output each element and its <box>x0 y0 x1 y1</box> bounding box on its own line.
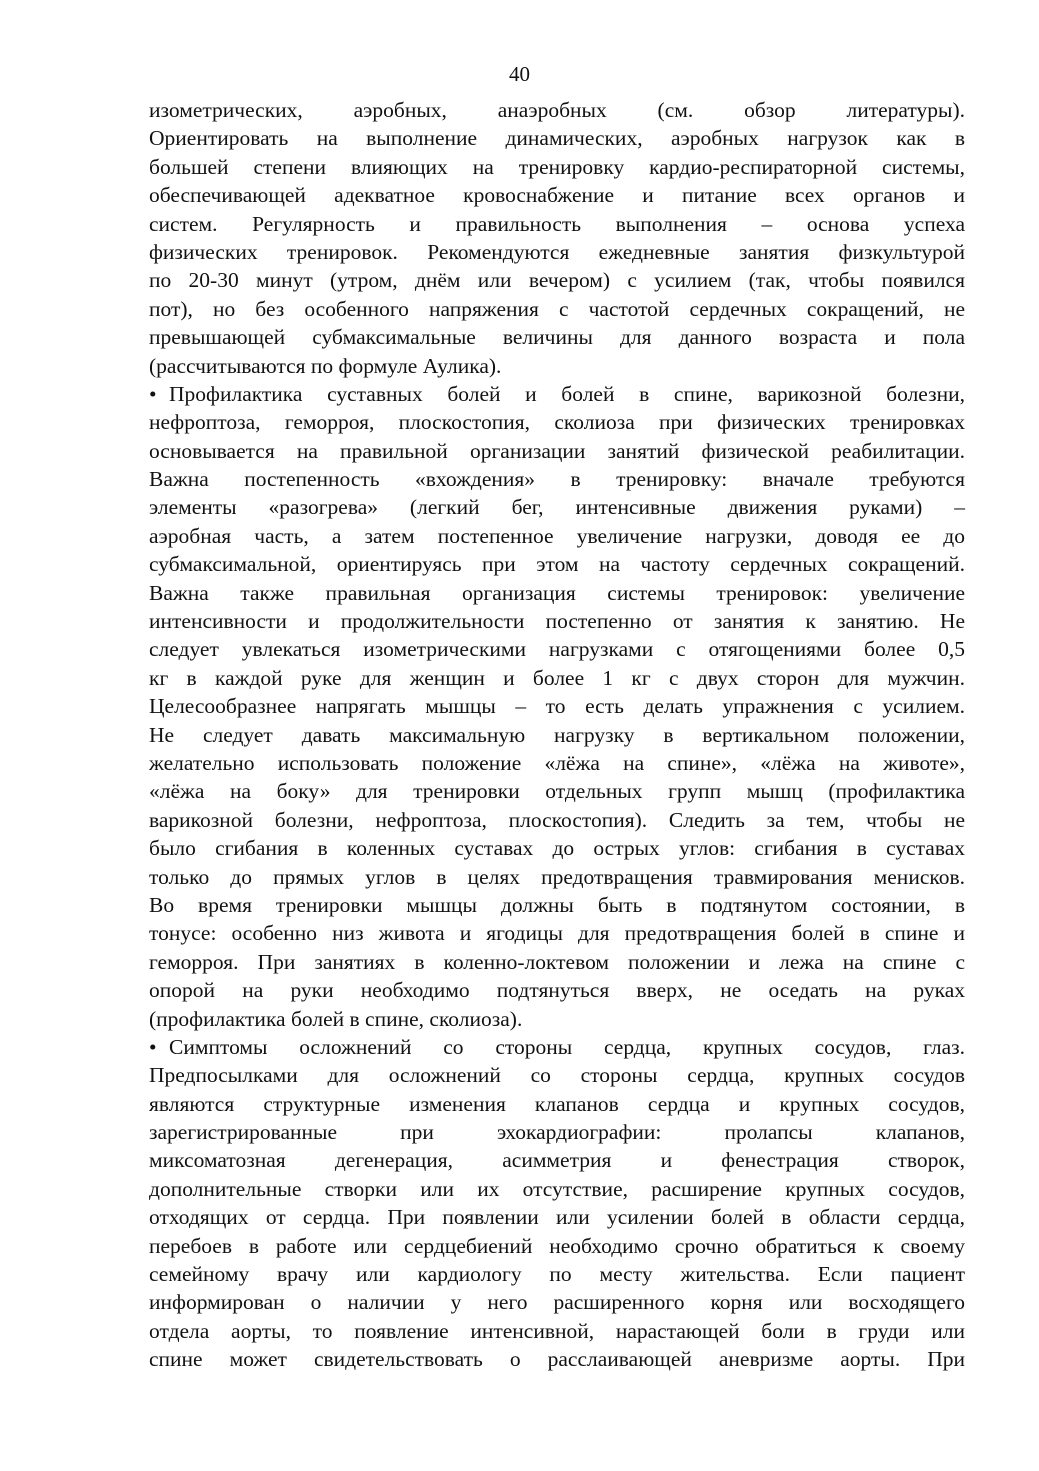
line-text: большей степени влияющих на тренировку кардио-респираторной системы, <box>149 154 965 179</box>
text-line <box>149 1288 965 1316</box>
line-text: изометрических, аэробных, анаэробных (см. обзор литературы). <box>149 98 965 122</box>
text-line <box>149 891 965 919</box>
line-text: Предпосылками для осложнений со стороны сердца, крупных сосудов <box>149 1063 965 1088</box>
text-line <box>149 96 965 124</box>
line-text: (профилактика болей в спине, сколиоза). <box>149 1006 523 1031</box>
text-line <box>149 1260 965 1288</box>
text-line <box>149 1175 965 1203</box>
text-line <box>149 721 965 749</box>
line-text: Целесообразнее напрягать мышцы – то есть делать упражнения с усилием. <box>149 694 965 719</box>
text-line <box>149 437 965 465</box>
line-text: субмаксимальной, ориентируясь при этом на частоту сердечных сокращений. <box>149 552 965 577</box>
text-line <box>149 1232 965 1260</box>
line-text: миксоматозная дегенерация, асимметрия и фенестрация створок, <box>149 1148 965 1173</box>
line-text: аэробная часть, а затем постепенное увеличение нагрузки, доводя ее до <box>149 523 965 548</box>
text-line <box>149 863 965 891</box>
text-line <box>149 465 965 493</box>
line-text: спине может свидетельствовать о расслаивающей аневризме аорты. При <box>149 1347 965 1372</box>
text-line <box>149 210 965 238</box>
line-text: Во время тренировки мышцы должны быть в подтянутом состоянии, в <box>149 892 965 917</box>
line-text: только до прямых углов в целях предотвращения травмирования менисков. <box>149 864 965 889</box>
line-text: элементы «разогрева» (легкий бег, интенсивные движения руками) – <box>149 495 965 520</box>
line-text: систем. Регулярность и правильность выполнения – основа успеха <box>149 211 965 236</box>
line-text: интенсивности и продолжительности постепенно от занятия к занятию. Не <box>149 609 965 634</box>
text-line <box>149 408 965 436</box>
text-line <box>149 635 965 663</box>
bullet-paragraph-line <box>149 1033 965 1061</box>
line-text: Ориентировать на выполнение динамических, аэробных нагрузок как в <box>149 126 965 151</box>
line-text: Важна также правильная организация системы тренировок: увеличение <box>149 580 965 605</box>
line-text: являются структурные изменения клапанов сердца и крупных сосудов, <box>149 1091 965 1116</box>
line-text: отдела аорты, то появление интенсивной, нарастающей боли в груди или <box>149 1318 965 1343</box>
line-text: информирован о наличии у него расширенного корня или восходящего <box>149 1290 965 1315</box>
text-line <box>149 1061 965 1089</box>
text-line <box>149 153 965 181</box>
text-line <box>149 1118 965 1146</box>
text-line <box>149 323 965 351</box>
line-text: тонусе: особенно низ живота и ягодицы для предотвращения болей в спине и <box>149 921 965 946</box>
line-text: Профилактика суставных болей и болей в спине, варикозной болезни, <box>169 381 965 406</box>
line-text: основывается на правильной организации занятий физической реабилитации. <box>149 438 965 463</box>
bullet-icon: • <box>149 381 157 406</box>
text-line <box>149 834 965 862</box>
line-text: дополнительные створки или их отсутствие, расширение крупных сосудов, <box>149 1176 965 1201</box>
line-text: (рассчитываются по формуле Аулика). <box>149 353 502 378</box>
text-line <box>149 550 965 578</box>
line-text: физических тренировок. Рекомендуются ежедневные занятия физкультурой <box>149 239 965 264</box>
text-line <box>149 124 965 152</box>
line-text: желательно использовать положение «лёжа на спине», «лёжа на животе», <box>149 750 965 775</box>
text-line <box>149 664 965 692</box>
line-text: следует увлекаться изометрическими нагрузками с отягощениями более 0,5 <box>149 637 965 662</box>
line-text: Не следует давать максимальную нагрузку в вертикальном положении, <box>149 722 965 747</box>
line-text: обеспечивающей адекватное кровоснабжение и питание всех органов и <box>149 183 965 208</box>
body-text <box>149 96 965 1374</box>
line-text: варикозной болезни, нефроптоза, плоскостопия). Следить за тем, чтобы не <box>149 807 965 832</box>
line-text: было сгибания в коленных суставах до острых углов: сгибания в суставах <box>149 836 965 861</box>
line-text: по 20-30 минут (утром, днём или вечером) с усилием (так, чтобы появился <box>149 268 965 293</box>
line-text: пот), но без особенного напряжения с частотой сердечных сокращений, не <box>149 296 965 321</box>
line-text: перебоев в работе или сердцебиений необходимо срочно обратиться к своему <box>149 1233 965 1258</box>
text-line <box>149 522 965 550</box>
line-text: нефроптоза, геморроя, плоскостопия, сколиоза при физических тренировках <box>149 410 965 435</box>
text-line <box>149 749 965 777</box>
line-text: семейному врачу или кардиологу по месту жительства. Если пациент <box>149 1262 965 1287</box>
text-line <box>149 1005 965 1033</box>
line-text: кг в каждой руке для женщин и более 1 кг с двух сторон для мужчин. <box>149 665 965 690</box>
page-number: 40 <box>509 62 530 86</box>
text-line <box>149 692 965 720</box>
text-line <box>149 493 965 521</box>
text-line <box>149 238 965 266</box>
text-line <box>149 266 965 294</box>
line-text: Симптомы осложнений со стороны сердца, крупных сосудов, глаз. <box>169 1034 965 1059</box>
text-line <box>149 777 965 805</box>
line-text: геморроя. При занятиях в коленно-локтевом положении и лежа на спине с <box>149 949 965 974</box>
bullet-icon: • <box>149 1034 157 1059</box>
text-line <box>149 607 965 635</box>
text-line <box>149 1203 965 1231</box>
text-line <box>149 181 965 209</box>
line-text: превышающей субмаксимальные величины для данного возраста и пола <box>149 325 965 350</box>
text-line <box>149 1345 965 1373</box>
line-text: Важна постепенность «вхождения» в тренировку: вначале требуются <box>149 467 965 492</box>
line-text: «лёжа на боку» для тренировки отдельных групп мышц (профилактика <box>149 779 965 804</box>
line-text: зарегистрированные при эхокардиографии: пролапсы клапанов, <box>149 1120 965 1145</box>
text-line <box>149 579 965 607</box>
text-line <box>149 352 965 380</box>
text-line <box>149 1317 965 1345</box>
line-text: опорой на руки необходимо подтянуться вверх, не оседать на руках <box>149 978 965 1003</box>
text-line <box>149 806 965 834</box>
text-line <box>149 1090 965 1118</box>
bullet-paragraph-line <box>149 380 965 408</box>
text-line <box>149 976 965 1004</box>
text-line <box>149 295 965 323</box>
line-text: отходящих от сердца. При появлении или усилении болей в области сердца, <box>149 1205 965 1230</box>
text-line <box>149 919 965 947</box>
text-line <box>149 1146 965 1174</box>
text-line <box>149 948 965 976</box>
